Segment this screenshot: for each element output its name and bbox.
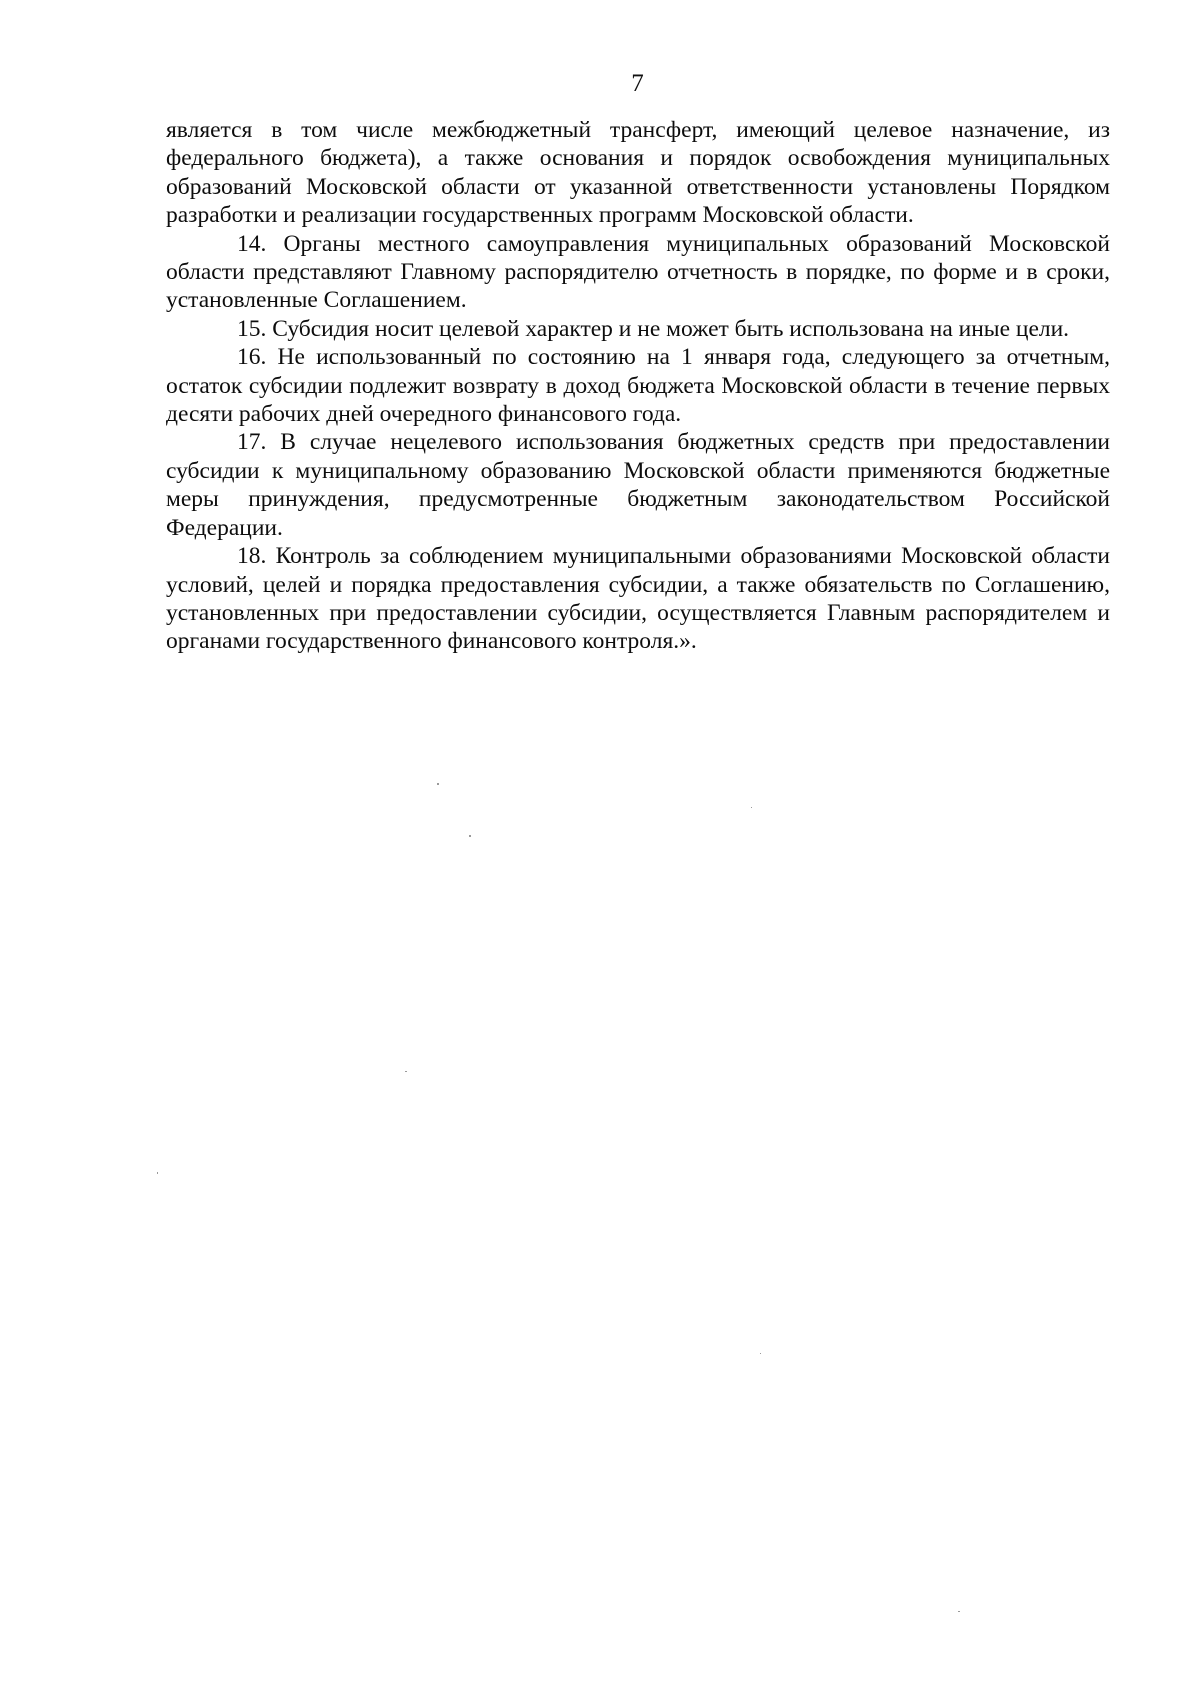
paragraph-14: 14. Органы местного самоуправления муниципальных образований Московской области представляют Главному распорядителю отчетность в порядке, по форме и в сроки, установленные Соглашением. xyxy=(166,230,1110,314)
scan-speck xyxy=(469,835,471,837)
paragraph-15: 15. Субсидия носит целевой характер и не может быть использована на иные цели. xyxy=(237,315,1070,342)
document-body xyxy=(166,116,1110,656)
paragraph-17: 17. В случае нецелевого использования бюджетных средств при предоставлении субсидии к муниципальному образованию Московской области применяются бюджетные меры принуждения, предусмотренные бюджетным законодательством Российской Федерации. xyxy=(166,429,1110,541)
paragraph-18: 18. Контроль за соблюдением муниципальными образованиями Московской области условий, целей и порядка предоставления субсидии, а также обязательств по Соглашению, установленных при предоставлении субсидии, осуществляется Главным распорядителем и органами государственного финансового контроля.». xyxy=(166,543,1110,655)
scan-speck xyxy=(405,1071,407,1072)
scan-speck xyxy=(437,783,439,785)
scan-speck xyxy=(958,1611,960,1612)
paragraph-16: 16. Не использованный по состоянию на 1 января года, следующего за отчетным, остаток субсидии подлежит возврату в доход бюджета Московской области в течение первых десяти рабочих дней очередного финансового года. xyxy=(166,344,1110,428)
scan-speck xyxy=(157,1172,158,1174)
scan-speck xyxy=(751,807,752,808)
page-number: 7 xyxy=(631,70,644,97)
scan-speck xyxy=(760,1353,761,1354)
paragraph-continuation: является в том числе межбюджетный трансферт, имеющий целевое назначение, из федерального бюджета), а также основания и порядок освобождения муниципальных образований Московской области от указанной ответственности установлены Порядком разработки и реализации государственных программ Московской области. xyxy=(166,117,1110,229)
